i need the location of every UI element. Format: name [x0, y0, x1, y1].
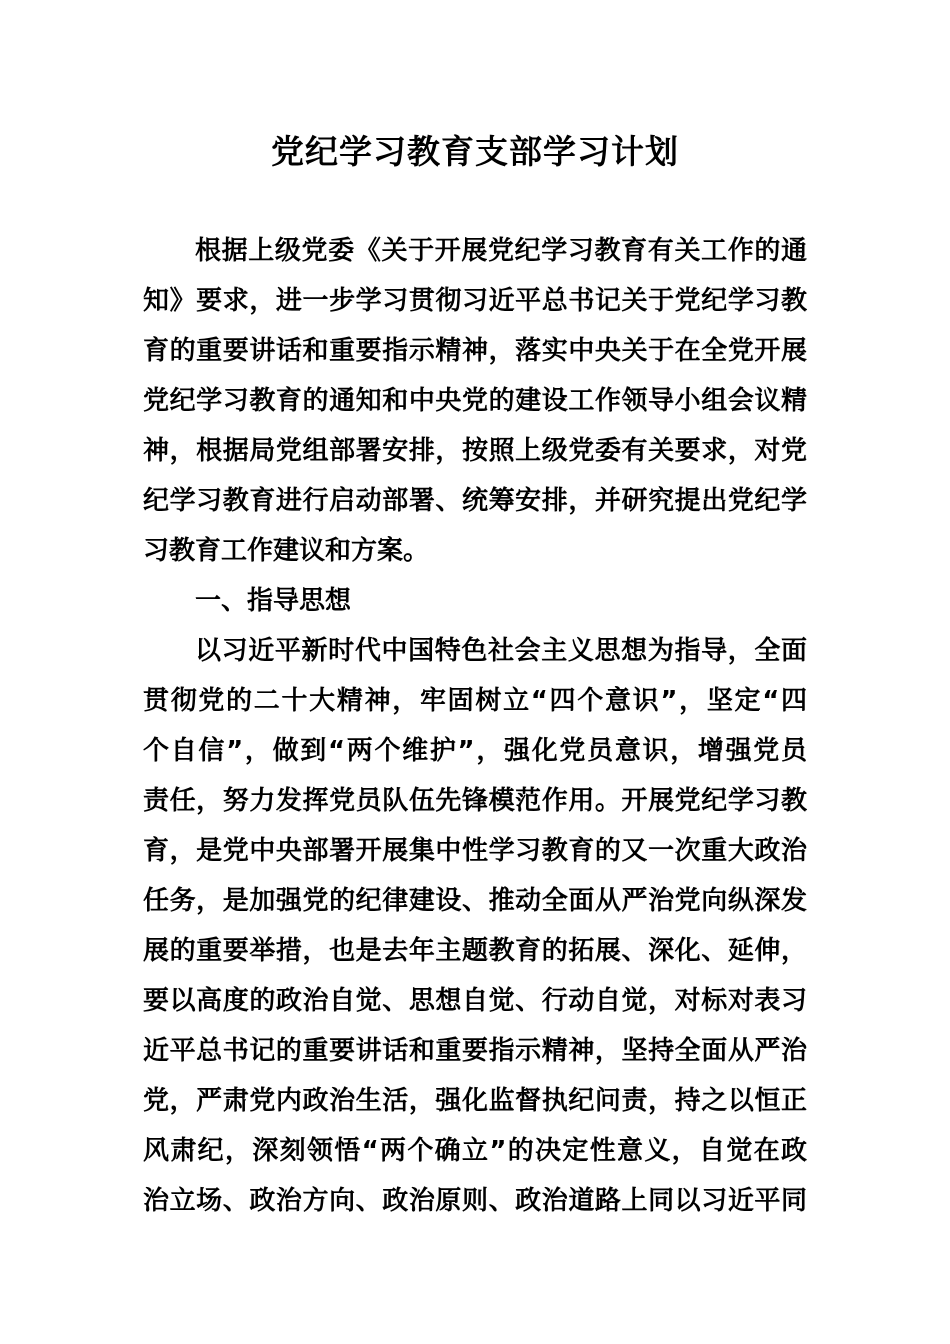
- paragraph-2-line-1: 以习近平新时代中国特色社会主义思想为指导，全面: [195, 636, 807, 666]
- paragraph-1-line-4: 党纪学习教育的通知和中央党的建设工作领导小组会议精: [143, 386, 807, 416]
- paragraph-1-line-1: 根据上级党委《关于开展党纪学习教育有关工作的通: [195, 236, 807, 266]
- paragraph-1-line-5: 神，根据局党组部署安排，按照上级党委有关要求，对党: [143, 436, 807, 466]
- paragraph-2-line-7: 展的重要举措，也是去年主题教育的拓展、深化、延伸，: [143, 936, 807, 966]
- document-body: [143, 226, 807, 1226]
- paragraph-1-line-2: 知》要求，进一步学习贯彻习近平总书记关于党纪学习教: [143, 286, 807, 316]
- paragraph-1-line-3: 育的重要讲话和重要指示精神，落实中央关于在全党开展: [143, 336, 807, 366]
- paragraph-1-line-6: 纪学习教育进行启动部署、统筹安排，并研究提出党纪学: [143, 486, 807, 516]
- paragraph-2-line-8: 要以高度的政治自觉、思想自觉、行动自觉，对标对表习: [143, 986, 807, 1016]
- paragraph-2-line-3: 个自信”，做到“两个维护”，强化党员意识，增强党员: [143, 736, 807, 766]
- paragraph-2-line-2: 贯彻党的二十大精神，牢固树立“四个意识”，坚定“四: [143, 686, 807, 716]
- paragraph-2-line-5: 育，是党中央部署开展集中性学习教育的又一次重大政治: [143, 836, 807, 866]
- paragraph-2-line-11: 风肃纪，深刻领悟“两个确立”的决定性意义，自觉在政: [143, 1136, 807, 1166]
- document-title: 党纪学习教育支部学习计划: [271, 132, 679, 171]
- section-heading-guiding-ideology: 一、指导思想: [195, 586, 352, 616]
- paragraph-1-line-7: 习教育工作建议和方案。: [143, 536, 430, 566]
- paragraph-2-line-12: 治立场、政治方向、政治原则、政治道路上同以习近平同: [143, 1186, 807, 1216]
- paragraph-2-line-4: 责任，努力发挥党员队伍先锋模范作用。开展党纪学习教: [143, 786, 807, 816]
- paragraph-2-line-10: 党，严肃党内政治生活，强化监督执纪问责，持之以恒正: [143, 1086, 807, 1116]
- paragraph-2-line-9: 近平总书记的重要讲话和重要指示精神，坚持全面从严治: [143, 1036, 807, 1066]
- paragraph-2-line-6: 任务，是加强党的纪律建设、推动全面从严治党向纵深发: [143, 886, 807, 916]
